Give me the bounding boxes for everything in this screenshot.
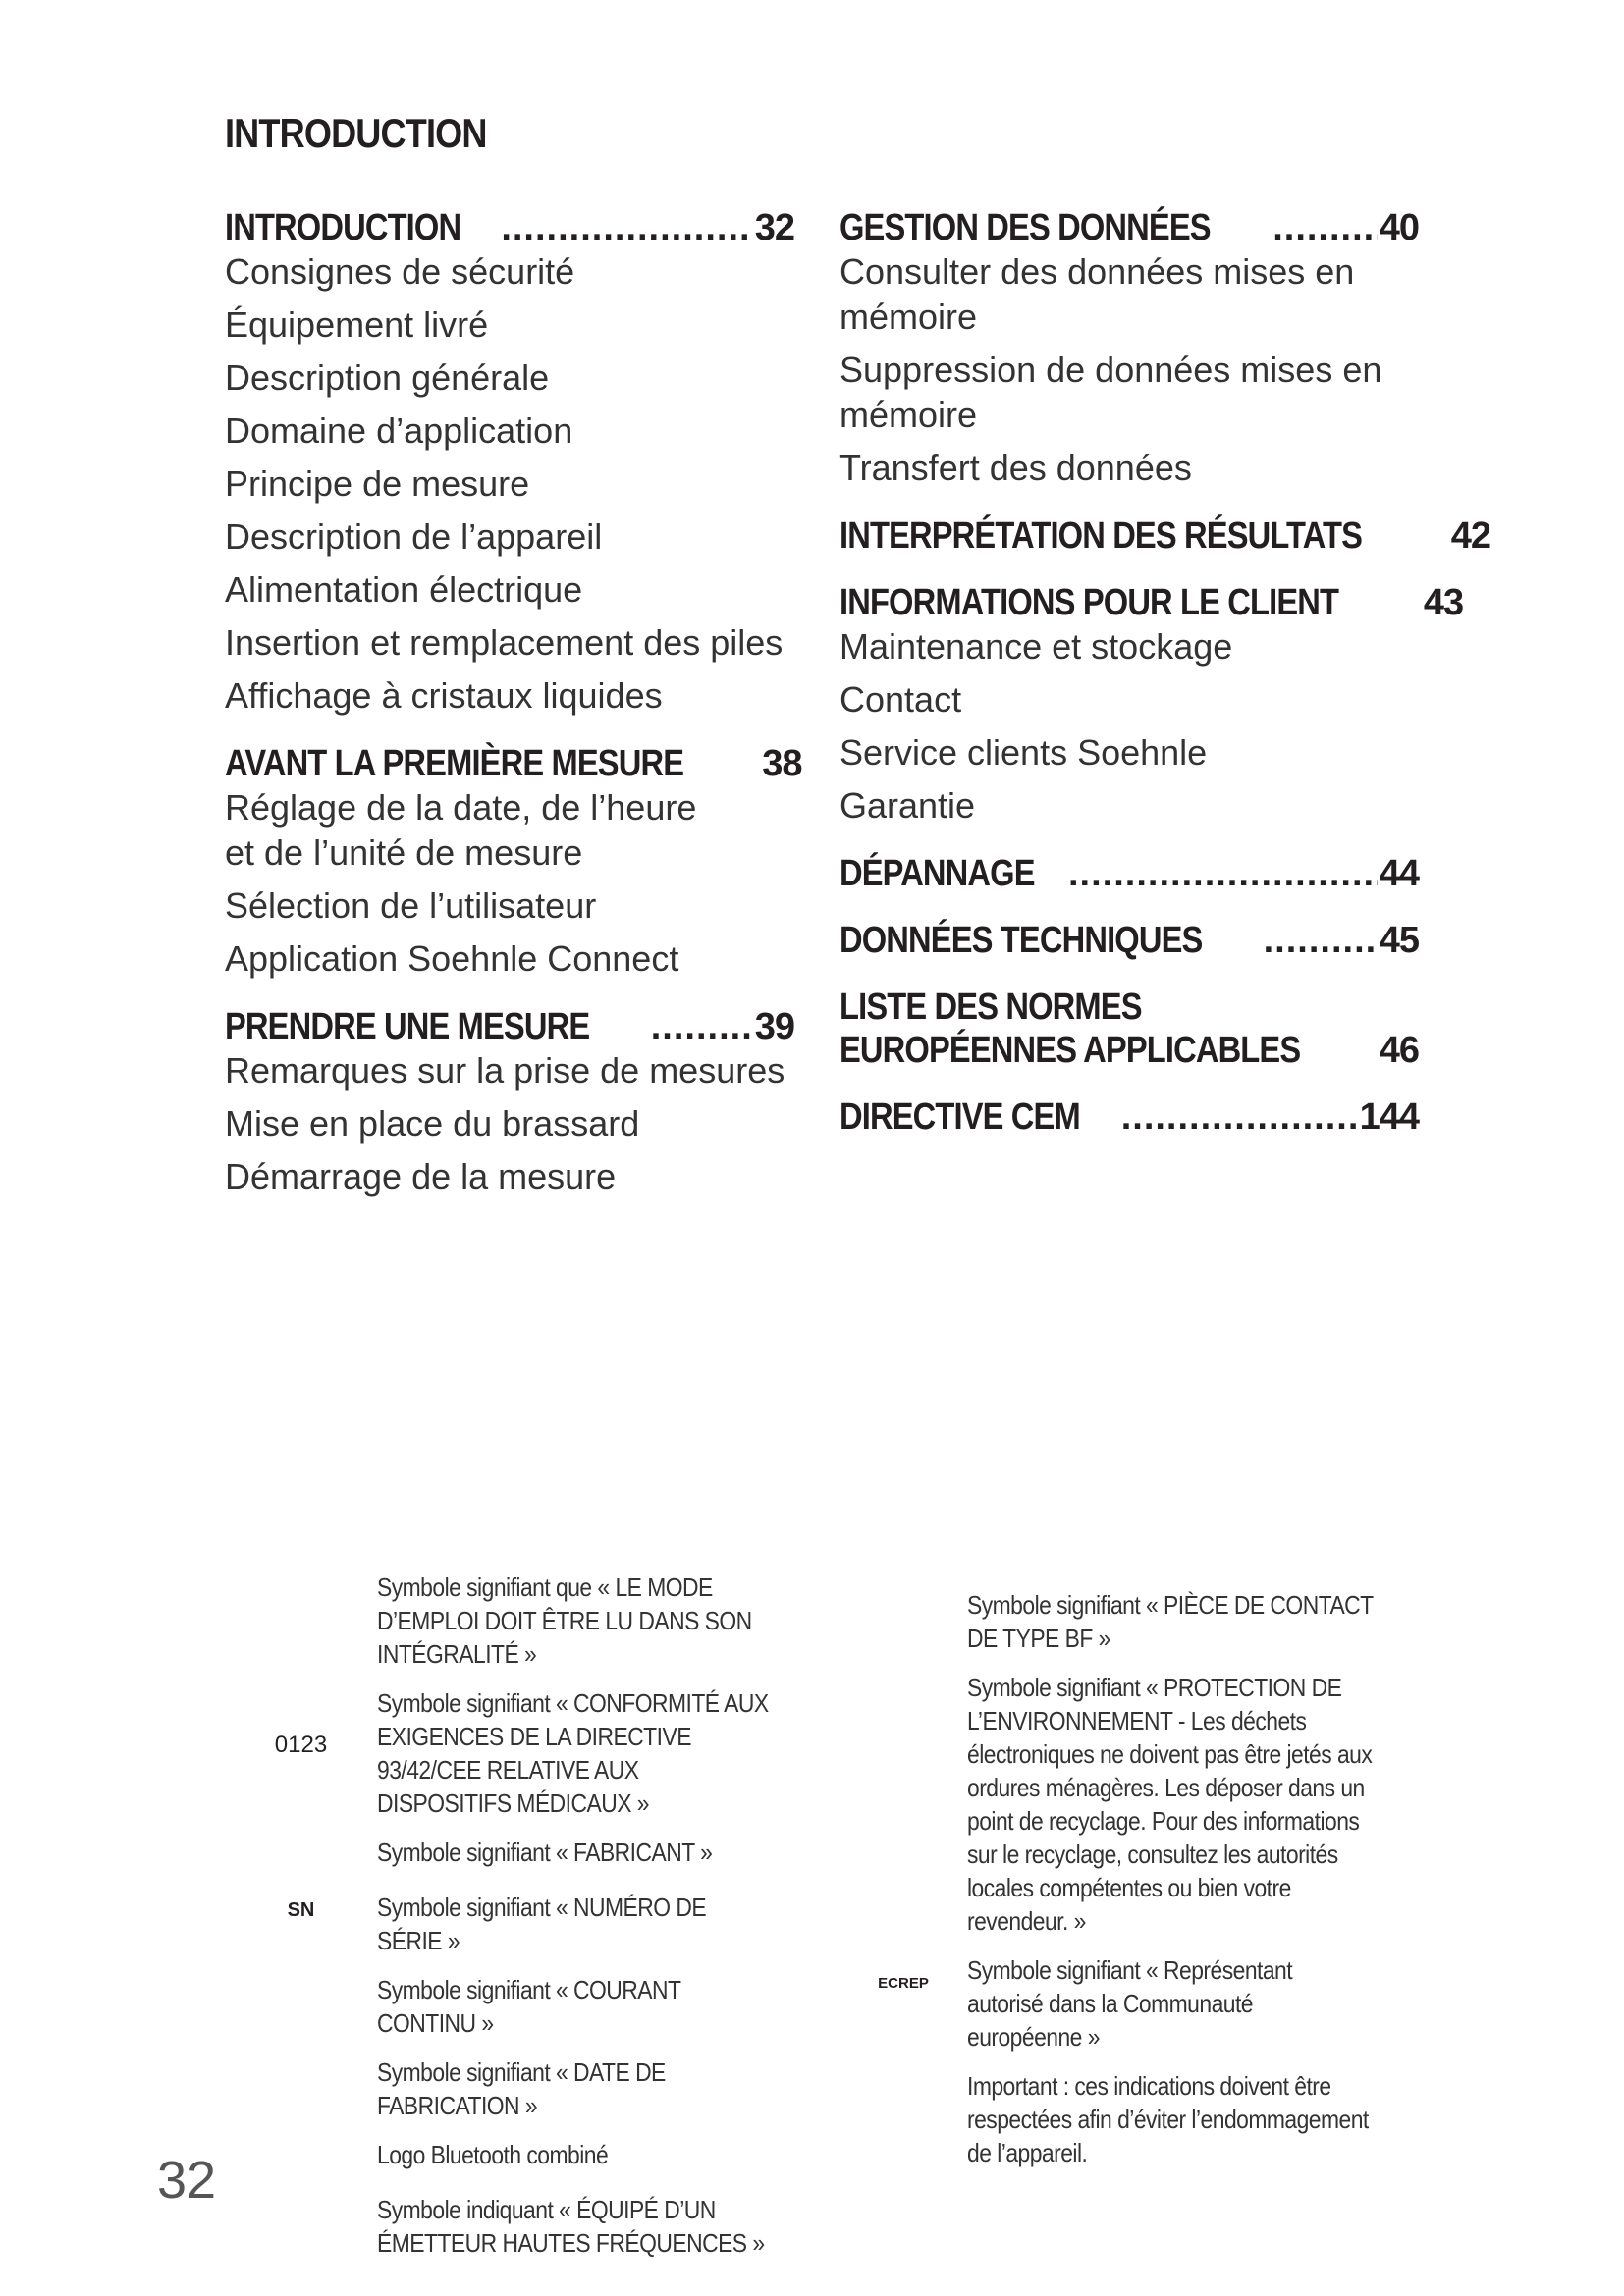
- serial-number-icon: SN: [287, 1898, 315, 1921]
- symbol-description: Symbole signifiant « FABRICANT »: [377, 1838, 713, 1867]
- toc-page-number: 44: [1379, 853, 1419, 894]
- toc-item[interactable]: Contact: [839, 679, 962, 720]
- page-title: INTRODUCTION: [225, 110, 487, 156]
- toc-item[interactable]: Maintenance et stockage: [839, 626, 1233, 667]
- manufacture-date-icon: [225, 2056, 377, 2095]
- toc-section: [839, 919, 1419, 962]
- toc-section: [839, 581, 1464, 828]
- symbol-description: Logo Bluetooth combiné: [377, 2140, 609, 2169]
- symbol-row: [839, 1588, 1429, 1655]
- symbol-description: Symbole signifiant « PIÈCE DE CONTACT DE TYPE BF »: [967, 1590, 1374, 1653]
- symbol-row: [839, 1953, 1429, 2054]
- toc-item[interactable]: Suppression de données mises en mémoire: [839, 349, 1382, 435]
- ec-rep-icon: ECREP: [878, 1974, 929, 1992]
- toc-item[interactable]: Description générale: [225, 357, 550, 398]
- warning-icon: [839, 2069, 967, 2109]
- toc-item[interactable]: Consulter des données mises en mémoire: [839, 251, 1355, 337]
- toc-left-column: [225, 206, 802, 1217]
- toc-heading[interactable]: AVANT LA PREMIÈRE MESURE 38: [225, 743, 802, 784]
- toc-section: [839, 852, 1419, 895]
- symbol-description: Important : ces indications doivent être respectées afin d’éviter l’endommagement de l’appareil.: [967, 2071, 1369, 2167]
- toc-item[interactable]: Équipement livré: [225, 304, 489, 345]
- symbol-row: [225, 1686, 834, 1820]
- toc-section: [225, 1005, 794, 1200]
- toc-heading[interactable]: INTERPRÉTATION DES RÉSULTATS 42: [839, 515, 1490, 557]
- toc-item[interactable]: Transfert des données: [839, 448, 1192, 488]
- toc-item[interactable]: Garantie: [839, 785, 976, 826]
- toc-section: [839, 986, 1419, 1072]
- toc-page-number: 38: [762, 743, 802, 784]
- symbol-row: [839, 2069, 1429, 2169]
- toc-page-number: 43: [1423, 582, 1464, 623]
- symbol-row: [839, 1671, 1429, 1938]
- symbol-description: Symbole signifiant « CONFORMITÉ AUX EXIGENCES DE LA DIRECTIVE 93/42/CEE RELATIVE AUX DISPOSITIFS MÉDICAUX »: [377, 1688, 769, 1818]
- symbol-description: Symbole signifiant « Représentant autorisé dans la Communauté européenne »: [967, 1955, 1293, 2052]
- toc-page-number: 144: [1359, 1096, 1419, 1138]
- symbol-row: [225, 1836, 834, 1875]
- toc-item[interactable]: Consignes de sécurité: [225, 251, 575, 292]
- toc-right-column: [839, 206, 1490, 1156]
- symbol-description: Symbole indiquant « ÉQUIPÉ D’UN ÉMETTEUR HAUTES FRÉQUENCES »: [377, 2195, 765, 2258]
- toc-section: [839, 1095, 1419, 1139]
- toc-heading[interactable]: PRENDRE UNE MESURE ..... 39: [225, 1005, 794, 1048]
- toc-item[interactable]: Affichage à cristaux liquides: [225, 675, 663, 716]
- rf-transmitter-icon: [225, 2193, 377, 2232]
- toc-section: [839, 206, 1419, 491]
- toc-heading[interactable]: DIRECTIVE CEM ..... 144: [839, 1095, 1419, 1139]
- toc-item[interactable]: Sélection de l’utilisateur: [225, 885, 597, 926]
- toc-page-number: 45: [1379, 920, 1419, 961]
- symbol-description: Symbole signifiant « NUMÉRO DE SÉRIE »: [377, 1893, 707, 1955]
- direct-current-icon: [225, 1973, 377, 2012]
- page-number: 32: [157, 2151, 217, 2210]
- symbol-row: [225, 2193, 834, 2260]
- toc-heading[interactable]: GESTION DES DONNÉES ..... 40: [839, 206, 1419, 249]
- symbol-description: Symbole signifiant « PROTECTION DE L’ENVIRONNEMENT - Les déchets électroniques ne doivent pas être jetés aux ordures ménagères. Les déposer dans un point de recyclage. Pour des informations sur le recyclage, consultez les autorités locales compétentes ou bien votre revendeur. »: [967, 1673, 1373, 1936]
- symbol-row: [225, 1571, 834, 1671]
- bf-type-icon: [839, 1588, 967, 1628]
- toc-heading[interactable]: DONNÉES TECHNIQUES ..... 45: [839, 919, 1419, 962]
- toc-item[interactable]: Réglage de la date, de l’heure et de l’unité de mesure: [225, 787, 697, 873]
- toc-section: [225, 742, 802, 982]
- toc-item[interactable]: Démarrage de la mesure: [225, 1156, 617, 1197]
- symbol-row: [225, 1973, 834, 2040]
- recycling-bin-icon: [839, 1671, 967, 1710]
- toc-item[interactable]: Insertion et remplacement des piles: [225, 622, 784, 663]
- manual-symbol-icon: [225, 1571, 377, 1610]
- symbol-legend-right: [839, 1571, 1429, 2185]
- toc-page-number: 42: [1450, 515, 1490, 557]
- toc-item[interactable]: Application Soehnle Connect: [225, 938, 679, 979]
- toc-page-number: 32: [754, 207, 794, 248]
- toc-heading[interactable]: INFORMATIONS POUR LE CLIENT 43: [839, 582, 1464, 623]
- manufacturer-icon: [225, 1836, 377, 1875]
- toc-heading[interactable]: LISTE DES NORMES EUROPÉENNES APPLICABLES ..... 46: [839, 986, 1419, 1072]
- toc-heading[interactable]: INTRODUCTION ..... 32: [225, 206, 794, 249]
- toc-page-number: 40: [1379, 207, 1419, 248]
- toc-item[interactable]: Principe de mesure: [225, 463, 530, 504]
- symbol-description: Symbole signifiant que « LE MODE D’EMPLOI DOIT ÊTRE LU DANS SON INTÉGRALITÉ »: [377, 1573, 752, 1669]
- toc-heading[interactable]: DÉPANNAGE ..... 44: [839, 852, 1419, 895]
- symbol-row: [225, 2138, 834, 2177]
- toc-item[interactable]: Mise en place du brassard: [225, 1103, 640, 1144]
- toc-item[interactable]: Alimentation électrique: [225, 569, 583, 610]
- toc-item[interactable]: Remarques sur la prise de mesures: [225, 1050, 785, 1091]
- toc-section: [839, 514, 1490, 558]
- toc-page-number: 46: [1379, 1030, 1419, 1071]
- symbol-row: [225, 1891, 834, 1957]
- toc-section: [225, 206, 794, 719]
- symbol-description: Symbole signifiant « COURANT CONTINU »: [377, 1975, 681, 2038]
- symbol-description: Symbole signifiant « DATE DE FABRICATION »: [377, 2057, 666, 2120]
- toc-item[interactable]: Service clients Soehnle: [839, 732, 1208, 773]
- symbol-row: [225, 2056, 834, 2122]
- toc-item[interactable]: Description de l’appareil: [225, 516, 603, 557]
- toc-page-number: 39: [754, 1006, 794, 1047]
- bluetooth-icon: [225, 2138, 377, 2177]
- toc-item[interactable]: Domaine d’application: [225, 410, 573, 451]
- symbol-legend-left: [225, 1571, 834, 2275]
- ce-mark-icon: 0123: [274, 1732, 328, 1758]
